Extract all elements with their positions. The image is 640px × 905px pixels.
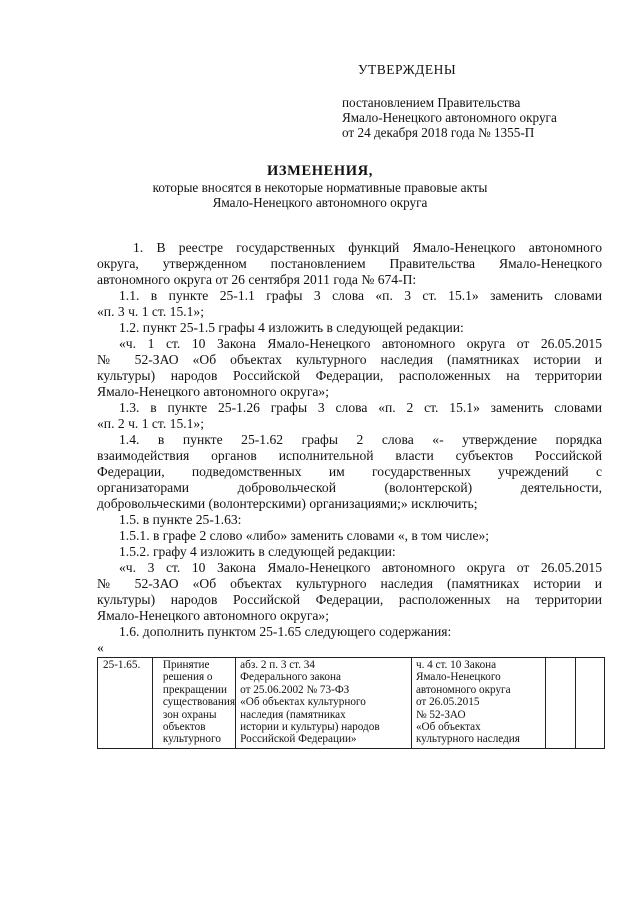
body-line: культуры) народов Российской Федерации, расположенных на территории	[97, 592, 602, 607]
cell-line: зон охраны	[162, 708, 217, 721]
body-line: Федерации, подведомственных им государственных учреждений с	[97, 464, 602, 479]
cell-line: культурного	[162, 733, 221, 746]
table-cell-federal-law	[236, 658, 412, 749]
body-line: № 52-ЗАО «Об объектах культурного наследия (памятниках истории и	[97, 576, 602, 591]
body-line: 1.2. пункт 25-1.5 графы 4 изложить в следующей редакции:	[119, 320, 464, 335]
cell-line: Ямало-Ненецкого	[415, 671, 501, 684]
body-line: 1. В реестре государственных функций Ямало-Ненецкого автономного	[133, 240, 602, 255]
body-line: «п. 3 ч. 1 ст. 15.1»;	[97, 304, 205, 319]
body-line: автономного округа от 26 сентября 2011 года № 674-П:	[97, 272, 417, 287]
table-row	[98, 658, 605, 749]
cell-line: наследия (памятниках	[240, 708, 346, 721]
table-cell-function	[152, 658, 235, 749]
approval-line-1: постановлением Правительства	[342, 95, 521, 110]
cell-line: истории и культуры) народов	[240, 721, 380, 734]
body-line: 1.5.1. в графе 2 слово «либо» заменить словами «, в том числе»;	[119, 528, 490, 543]
table-cell-empty	[575, 658, 605, 749]
registry-table	[97, 657, 605, 749]
body-line: «ч. 3 ст. 10 Закона Ямало-Ненецкого автономного округа от 26.05.2015	[119, 560, 602, 575]
cell-line: Федерального закона	[240, 671, 341, 684]
body-line: «ч. 1 ст. 10 Закона Ямало-Ненецкого автономного округа от 26.05.2015	[119, 336, 602, 351]
cell-line: решения о	[162, 671, 213, 684]
cell-line: от 25.06.2002 № 73-ФЗ	[240, 683, 350, 696]
opening-quote: «	[97, 640, 104, 655]
cell-line: «Об объектах	[415, 721, 481, 734]
cell-line: прекращении	[162, 683, 227, 696]
cell-line: существования	[162, 696, 236, 709]
body-line: 1.1. в пункте 25-1.1 графы 3 слова «п. 3 ст. 15.1» заменить словами	[119, 288, 602, 303]
approval-title: УТВЕРЖДЕНЫ	[358, 62, 457, 77]
cell-line: ч. 4 ст. 10 Закона	[415, 659, 497, 671]
document-subtitle-2: Ямало-Ненецкого автономного округа	[212, 195, 428, 210]
table-cell-number	[98, 658, 153, 749]
body-line: добровольческими (волонтерскими) организациями;» исключить;	[97, 496, 478, 511]
body-line: округа, утвержденном постановлением Правительства Ямало-Ненецкого	[97, 256, 602, 271]
body-line: 1.6. дополнить пунктом 25-1.65 следующего содержания:	[119, 624, 452, 639]
body-line: культуры) народов Российской Федерации, расположенных на территории	[97, 368, 602, 383]
document-subtitle-1: которые вносятся в некоторые нормативные правовые акты	[152, 180, 488, 195]
table-cell-empty	[546, 658, 575, 749]
body-line: 1.4. в пункте 25-1.62 графы 2 слова «- утверждение порядка	[119, 432, 602, 447]
body-line: Ямало-Ненецкого автономного округа»;	[97, 384, 330, 399]
cell-line: культурного наследия	[415, 733, 520, 746]
body-line: 1.3. в пункте 25-1.26 графы 3 слова «п. 2 ст. 15.1» заменить словами	[119, 400, 602, 415]
body-line: организаторами добровольческой (волонтерской) деятельности,	[97, 480, 602, 495]
body-line: № 52-ЗАО «Об объектах культурного наследия (памятниках истории и	[97, 352, 602, 367]
cell-line: объектов	[162, 721, 206, 734]
body-line: 1.5. в пункте 25-1.63:	[119, 512, 242, 527]
approval-line-3: от 24 декабря 2018 года № 1355-П	[342, 125, 535, 140]
cell-line: «Об объектах культурного	[240, 696, 366, 709]
body-line: взаимодействия органов исполнительной власти субъектов Российской	[97, 448, 602, 463]
cell-line: № 52-ЗАО	[415, 708, 466, 721]
cell-line: автономного округа	[415, 683, 511, 696]
body-line: 1.5.2. графу 4 изложить в следующей редакции:	[119, 544, 396, 559]
cell-line: Российской Федерации»	[240, 733, 357, 746]
cell-line: абз. 2 п. 3 ст. 34	[240, 659, 315, 671]
body-line: «п. 2 ч. 1 ст. 15.1»;	[97, 416, 205, 431]
cell-line: Принятие	[162, 659, 210, 671]
document-title: ИЗМЕНЕНИЯ,	[267, 163, 373, 179]
table-cell-regional-law	[411, 658, 545, 749]
body-line: Ямало-Ненецкого автономного округа»;	[97, 608, 330, 623]
cell-line: от 26.05.2015	[415, 696, 480, 709]
cell-line: 25-1.65.	[103, 659, 141, 671]
approval-line-2: Ямало-Ненецкого автономного округа	[342, 110, 557, 125]
